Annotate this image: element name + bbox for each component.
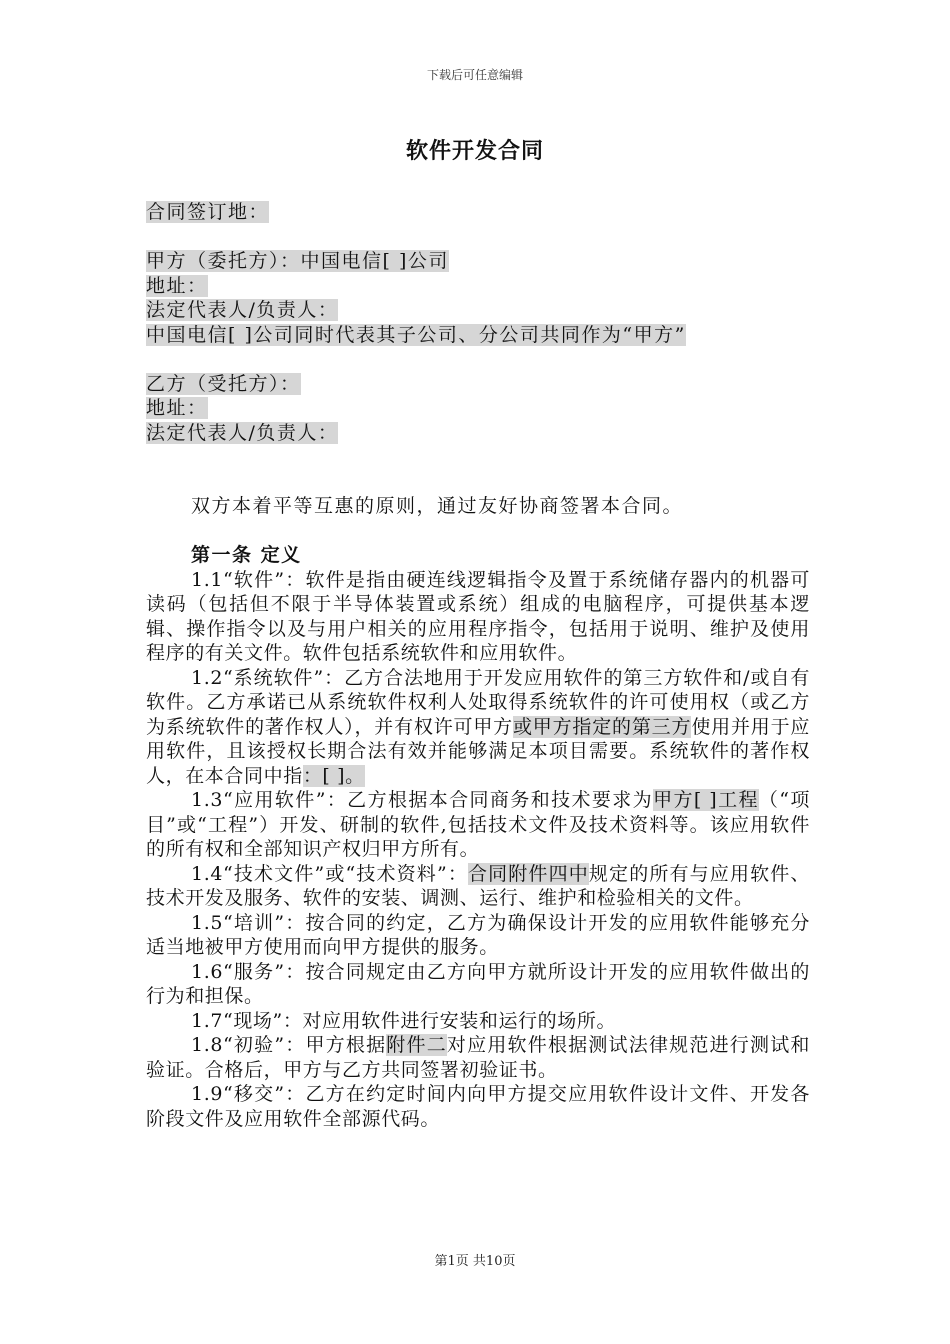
document-title: 软件开发合同 xyxy=(405,138,544,164)
party-a-note: 中国电信[ ]公司同时代表其子公司、分公司共同作为“甲方” xyxy=(146,323,686,346)
document-body xyxy=(146,200,810,1131)
party-b-address: 地址： xyxy=(146,397,208,419)
party-b-representative: 法定代表人/负责人： xyxy=(146,421,339,444)
clause-1-8: 1.8“初验”：甲方根据附件二对应用软件根据测试法律规范进行测试和验证。合格后，甲方与乙方共同签署初验证书。 xyxy=(146,1034,810,1081)
clause-1-1: 1.1“软件”：软件是指由硬连线逻辑指令及置于系统储存器内的机器可读码（包括但不限于半导体装置或系统）组成的电脑程序，可提供基本逻辑、操作指令以及与用户相关的应用程序指令，包括用于说明、维护及使用程序的有关文件。软件包括系统软件和应用软件。 xyxy=(146,568,810,664)
section-title: 第一条 定义 xyxy=(191,544,302,566)
page-number-footer: 第1页 共10页 xyxy=(434,1254,516,1269)
page-header-note: 下载后可任意编辑 xyxy=(426,68,523,82)
clause-1-5: 1.5“培训”：按合同的约定，乙方为确保设计开发的应用软件能够充分适当地被甲方使用而向甲方提供的服务。 xyxy=(146,911,810,958)
clause-1-7: 1.7“现场”：对应用软件进行安装和运行的场所。 xyxy=(191,1009,617,1032)
party-a-name: 甲方（委托方）：中国电信[ ]公司 xyxy=(146,250,449,272)
party-a-address: 地址： xyxy=(146,274,208,297)
party-a-representative: 法定代表人/负责人： xyxy=(146,299,339,321)
intro-paragraph: 双方本着平等互惠的原则，通过友好协商签署本合同。 xyxy=(191,495,684,517)
clause-1-3: 1.3“应用软件”：乙方根据本合同商务和技术要求为甲方[ ]工程（“项目”或“工程”）开发、研制的软件,包括技术文件及技术资料等。该应用软件的所有权和全部知识产权归甲方所有。 xyxy=(146,789,810,860)
party-b-name: 乙方（受托方）： xyxy=(146,372,301,395)
signing-place: 合同签订地： xyxy=(146,201,270,223)
clause-1-2: 1.2“系统软件”：乙方合法地用于开发应用软件的第三方软件和/或自有软件。乙方承诺已从系统软件权利人处取得系统软件的许可使用权（或乙方为系统软件的著作权人），并有权许可甲方或甲方指定的第三方使用并用于应用软件，且该授权长期合法有效并能够满足本项目需要。系统软件的著作权人，在本合同中指：[ ]。 xyxy=(146,666,811,787)
clause-1-9: 1.9“移交”：乙方在约定时间内向甲方提交应用软件设计文件、开发各阶段文件及应用软件全部源代码。 xyxy=(146,1083,810,1130)
clause-1-4: 1.4“技术文件”或“技术资料”：合同附件四中规定的所有与应用软件、技术开发及服务、软件的安装、调测、运行、维护和检验相关的文件。 xyxy=(146,862,810,909)
clause-1-6: 1.6“服务”：按合同规定由乙方向甲方就所设计开发的应用软件做出的行为和担保。 xyxy=(146,960,810,1007)
